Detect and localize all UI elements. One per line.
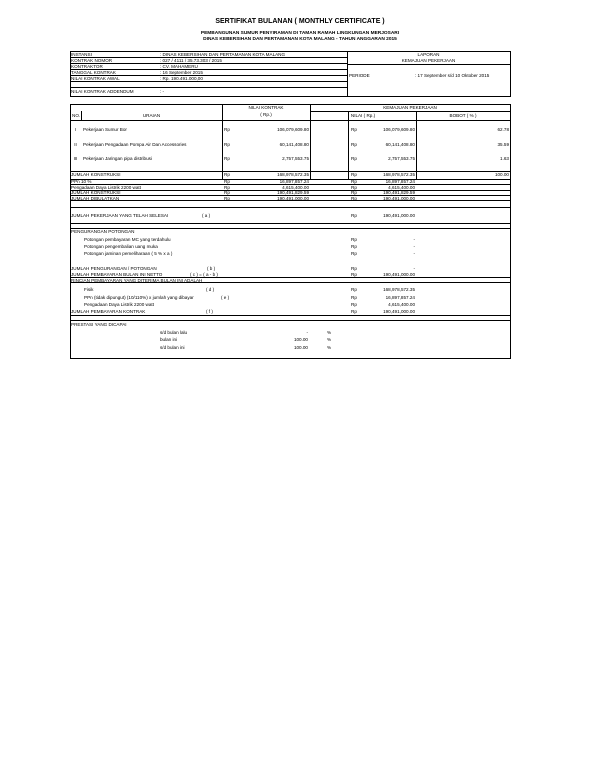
info-value-kontrak-nomor: : 027 / 4111 / 35.73.303 / 2015 xyxy=(160,57,222,63)
laporan-label: LAPORAN xyxy=(417,52,440,57)
item-rp: Rp xyxy=(351,142,357,147)
rincian-total-value: 190,491,000.00 xyxy=(383,309,415,314)
potongan-title: PENGURANGAN POTONGAN xyxy=(71,229,135,234)
selesai-nilai: 190,491,000.00 xyxy=(383,213,415,218)
total-rp: Rp xyxy=(351,190,357,195)
selesai-code: ( a ) xyxy=(202,213,211,218)
document-title: SERTIFIKAT BULANAN ( MONTHLY CERTIFICATE ) xyxy=(215,18,385,25)
total-label: JUMLAH KONSTRUKSI xyxy=(71,190,121,195)
selesai-label: JUMLAH PEKERJAAN YANG TELAH SELESAI xyxy=(71,213,169,218)
prestasi-pct: % xyxy=(327,344,332,350)
prestasi-value: 100.00 xyxy=(293,344,308,350)
netto-code: ( c ) = ( a - b ) xyxy=(190,271,218,277)
prestasi-value: 100.00 xyxy=(293,337,308,342)
rincian-code: ( d ) xyxy=(206,287,215,292)
rincian-code: ( e ) xyxy=(221,294,230,300)
total-label: JUMLAH DIBULATKAN xyxy=(71,195,120,201)
total-nilai-kontrak: 190,491,000.00 xyxy=(277,195,309,201)
info-value-addendum: : - xyxy=(160,88,165,94)
rincian-value: 4,615,400.00 xyxy=(388,302,415,307)
rincian-title: RINCIAN PEMBAYARAN YANG DITERIMA BULAN INI ADALAH xyxy=(71,277,203,283)
total-rp: Rp xyxy=(224,178,230,184)
item-uraian: Pekerjaan Jaringan pipa distribusi xyxy=(83,156,152,161)
total-nilai-kontrak: 168,978,572.35 xyxy=(277,171,309,177)
netto-rp: Rp xyxy=(351,271,357,277)
item-uraian: Pekerjaan Pengadaan Pompa Air Dan Accessories xyxy=(83,142,187,147)
header-uraian: URAIAN xyxy=(142,113,161,118)
potongan-rp: Rp xyxy=(351,250,357,256)
header-nilai-rp: NILAI ( Rp.) xyxy=(350,113,376,118)
prestasi-pct: % xyxy=(327,329,332,335)
total-nilai-kemajuan: 4,615,400.00 xyxy=(388,184,415,190)
total-nilai-kontrak: 16,897,857.24 xyxy=(279,178,309,184)
selesai-rp: Rp xyxy=(351,213,357,218)
total-nilai-kontrak: 4,615,400.00 xyxy=(282,184,309,190)
header-bobot: BOBOT ( % ) xyxy=(449,113,477,118)
info-label-nilai-awal: NILAI KONTRAK AWAL xyxy=(71,75,120,81)
total-label: Pengadaan Daya Listrik 2200 watt xyxy=(71,184,141,190)
info-label-addendum: NILAI KONTRAK ADDENDUM xyxy=(71,88,134,94)
info-label-instansi: INSTANSI xyxy=(71,51,92,57)
rincian-total-code: ( f ) xyxy=(206,309,213,314)
total-nilai-kemajuan: 190,491,829.59 xyxy=(383,190,415,195)
potongan-label: Potongan pembayaran MC yang terdahulu xyxy=(84,236,171,242)
total-rp: Rp xyxy=(224,190,230,195)
rincian-label: Pengadaan Daya Listrik 2200 watt xyxy=(84,302,154,307)
periode-value: : 17 September s/d 10 Oktober 2015 xyxy=(415,73,490,78)
total-nilai-kontrak: 190,491,829.59 xyxy=(277,190,309,195)
total-nilai-kemajuan: 190,491,000.00 xyxy=(383,195,415,201)
item-no: II xyxy=(74,142,77,147)
info-value-tanggal: : 16 September 2015 xyxy=(160,69,203,75)
item-nilai-kemajuan: 2,757,553.75 xyxy=(388,156,415,161)
item-bobot: 62.78 xyxy=(497,127,509,132)
total-rp: Rp xyxy=(351,184,357,190)
potongan-value: - xyxy=(413,243,415,249)
info-label-tanggal: TANGGAL KONTRAK xyxy=(71,69,116,75)
info-label-kontraktor: KONTRAKTOR xyxy=(71,63,103,69)
document-subtitle: PEMBANGUNAN SUMUR PENYIRAMAN DI TAMAN RAMAH LINGKUNGAN MERJOSARI xyxy=(200,31,400,36)
item-nilai-kemajuan: 106,079,609.80 xyxy=(383,127,415,132)
pengurangan-value: - xyxy=(413,265,415,271)
potongan-label: Potongan pengembalian uang muka xyxy=(84,243,158,249)
netto-value: 190,491,000.00 xyxy=(383,271,415,277)
item-bobot: 35.59 xyxy=(497,142,509,147)
item-nilai-kontrak: 106,079,609.80 xyxy=(277,127,309,132)
total-nilai-kemajuan: 168,978,572.35 xyxy=(383,171,415,177)
item-no: III xyxy=(73,156,78,161)
potongan-label: Potongan jaminan pemeliharaan ( 5 % x a ) xyxy=(84,250,173,256)
prestasi-label: bulan ini xyxy=(160,337,178,342)
prestasi-title: PRESTASI YANG DICAPAI xyxy=(71,321,127,327)
header-nilai-kontrak: NILAI KONTRAK xyxy=(248,104,284,110)
item-nilai-kontrak: 60,141,408.80 xyxy=(279,142,309,147)
total-rp: Rp xyxy=(351,171,357,177)
rincian-label: Fisik xyxy=(84,287,94,292)
header-kemajuan: KEMAJUAN PEKERJAAN xyxy=(383,105,437,110)
pengurangan-rp: Rp xyxy=(351,265,357,271)
potongan-value: - xyxy=(413,236,415,242)
header-rp: ( Rp.) xyxy=(260,111,272,117)
potongan-rp: Rp xyxy=(351,243,357,249)
prestasi-label: s/d bulan lalu xyxy=(160,329,188,335)
rincian-rp: Rp xyxy=(351,287,357,292)
info-value-nilai-awal: : Rp. 190.491.000,00 xyxy=(160,75,203,81)
total-rp: Rp xyxy=(224,171,230,177)
item-rp: Rp xyxy=(224,127,230,132)
prestasi-label: s/d bulan ini xyxy=(160,344,185,350)
item-rp: Rp xyxy=(351,156,357,161)
total-rp: Rp xyxy=(224,184,230,190)
rincian-value: 16,897,857.24 xyxy=(385,294,415,300)
item-bobot: 1.63 xyxy=(500,156,509,161)
info-label-kontrak-nomor: KONTRAK NOMOR xyxy=(71,57,113,63)
rincian-label: PPn (tidak dipungut) (10/110%) x jumlah yang dibayar xyxy=(84,294,194,300)
total-label: JUMLAH KONSTRUKSI xyxy=(71,171,121,177)
info-value-instansi: : DINAS KEBERSIHAN DAN PERTAMANAN KOTA MALANG xyxy=(160,51,286,57)
info-value-kontraktor: : CV. MAHAMERU xyxy=(160,63,198,69)
rincian-total-label: JUMLAH PEMBAYARAN KONTRAK xyxy=(71,309,146,314)
pengurangan-label: JUMLAH PENGURANGAN / POTONGAN xyxy=(71,265,157,271)
item-rp: Rp xyxy=(224,142,230,147)
header-no: NO. xyxy=(72,113,81,118)
netto-label: JUMLAH PEMBAYARAN BULAN INI NETTO xyxy=(71,271,163,277)
kemajuan-label: KEMAJUAN PEKERJAAN xyxy=(401,58,456,63)
document-subtitle-agency: DINAS KEBERSIHAN DAN PERTAMANAN KOTA MALANG - TAHUN ANGGARAN 2015 xyxy=(203,37,397,42)
item-nilai-kemajuan: 60,141,408.80 xyxy=(385,142,415,147)
item-uraian: Pekerjaan Sumur Bor xyxy=(83,127,127,132)
total-nilai-kemajuan: 16,897,857.24 xyxy=(385,178,415,184)
item-no: I xyxy=(74,127,77,132)
rincian-total-rp: Rp xyxy=(351,309,357,314)
periode-label: PERIODE xyxy=(349,73,370,78)
total-rp: Rp xyxy=(351,195,357,201)
prestasi-pct: % xyxy=(327,337,332,342)
rincian-value: 168,978,572.35 xyxy=(383,287,415,292)
rincian-rp: Rp xyxy=(351,302,357,307)
pengurangan-code: ( b ) xyxy=(207,265,216,271)
total-bobot: 100.00 xyxy=(494,171,509,177)
item-rp: Rp xyxy=(351,127,357,132)
item-rp: Rp xyxy=(224,156,230,161)
prestasi-value: - xyxy=(306,329,308,335)
total-rp: Rp xyxy=(224,195,230,201)
potongan-rp: Rp xyxy=(351,236,357,242)
total-rp: Rp xyxy=(351,178,357,184)
total-label: PPn 10 % xyxy=(71,178,92,184)
potongan-value: - xyxy=(413,250,415,256)
rincian-rp: Rp xyxy=(351,294,357,300)
item-nilai-kontrak: 2,757,553.75 xyxy=(282,156,309,161)
